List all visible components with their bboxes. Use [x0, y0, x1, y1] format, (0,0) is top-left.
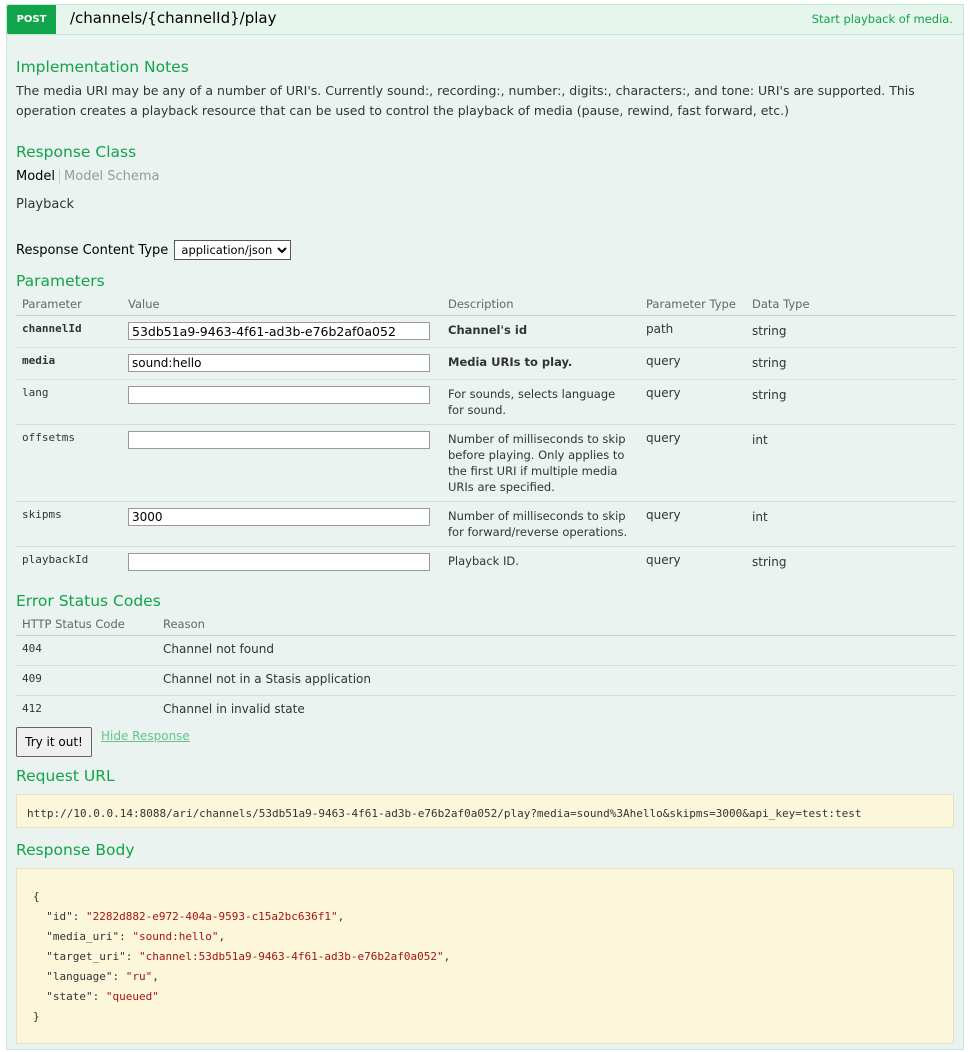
data-type: int — [746, 502, 956, 547]
json-key: "state" — [46, 990, 93, 1003]
status-code: 412 — [22, 702, 42, 715]
status-code: 409 — [16, 666, 157, 696]
json-separator: , — [218, 930, 226, 943]
param-row-media — [16, 348, 956, 380]
json-open-brace: { — [33, 890, 40, 903]
json-key: "language" — [46, 970, 113, 983]
json-value: "2282d882-e972-404a-9593-c15a2bc636f1" — [86, 910, 338, 923]
data-type: string — [752, 555, 787, 569]
column-header: HTTP Status Code — [16, 613, 157, 636]
data-type: string — [746, 380, 956, 425]
param-type: query — [640, 502, 746, 547]
parameters-heading: Parameters — [16, 272, 105, 290]
json-value: "sound:hello" — [132, 930, 219, 943]
param-description: Number of milliseconds to skip for forward/reverse operations. — [442, 502, 640, 547]
parameters-header-row — [16, 293, 956, 316]
implementation-notes-text: The media URI may be any of a number of URI's. Currently sound:, recording:, number:, digits:, characters:, and tone: URI's are supported. This operation creates a playback resource that can be used to control the playback of media (pause, rewind, fast forward, etc.) — [16, 83, 915, 118]
param-type: query — [640, 425, 746, 502]
json-value: "channel:53db51a9-9463-4f61-ad3b-e76b2af0a052" — [138, 950, 444, 963]
json-value: "ru" — [125, 970, 153, 983]
hide-response-link[interactable]: Hide Response — [101, 729, 190, 743]
parameters-table — [16, 293, 956, 581]
status-reason: Channel not in a Stasis application — [157, 666, 956, 696]
operation-summary[interactable]: Start playback of media. — [811, 12, 953, 26]
model-tabs — [16, 169, 159, 184]
column-header: Parameter Type — [640, 293, 746, 316]
model-name: Playback — [16, 197, 75, 212]
param-type: path — [640, 316, 746, 348]
error-codes-header-row — [16, 613, 956, 636]
param-name: playbackId — [22, 553, 89, 566]
json-key: "target_uri" — [46, 950, 126, 963]
column-header: Value — [122, 293, 442, 316]
skipms-input[interactable] — [128, 508, 430, 526]
lang-input[interactable] — [128, 386, 430, 404]
response-body-heading: Response Body — [16, 841, 135, 859]
param-description: Number of milliseconds to skip before playing. Only applies to the first URI if multiple media URIs are specified. — [442, 425, 640, 502]
endpoint-path[interactable]: /channels/{channelId}/play — [70, 9, 277, 27]
param-name: lang — [16, 380, 122, 425]
data-type: string — [746, 348, 956, 380]
param-type: query — [646, 553, 681, 567]
channelid-input[interactable] — [128, 322, 430, 340]
response-body-block: { "id": "2282d882-e972-404a-9593-c15a2bc636f1", "media_uri": "sound:hello", "target_uri": "channel:53db51a9-9463-4f61-ad3b-e76b2af0a052", "language": "ru", "state": "queued" } — [16, 868, 954, 1044]
offsetms-input[interactable] — [128, 431, 430, 449]
response-content-type — [16, 240, 291, 260]
data-type: string — [746, 316, 956, 348]
tab-model[interactable]: Model — [16, 169, 60, 184]
json-key: "id" — [46, 910, 73, 923]
error-row — [16, 696, 956, 726]
try-it-out-button[interactable]: Try it out! — [16, 727, 92, 757]
status-reason: Channel in invalid state — [163, 702, 305, 716]
operation-header[interactable] — [7, 5, 963, 35]
param-row-lang — [16, 380, 956, 425]
param-description: Media URIs to play. — [442, 348, 640, 380]
implementation-notes-heading: Implementation Notes — [16, 58, 189, 76]
param-name: skipms — [16, 502, 122, 547]
response-content-type-label: Response Content Type — [16, 243, 169, 258]
error-codes-table — [16, 613, 956, 725]
data-type: int — [746, 425, 956, 502]
column-header: Reason — [157, 613, 956, 636]
param-name: media — [16, 348, 122, 380]
param-row-skipms — [16, 502, 956, 547]
param-description: Playback ID. — [448, 554, 519, 568]
response-content-type-select[interactable] — [174, 240, 291, 260]
operation-panel — [6, 4, 964, 1050]
param-row-offsetms — [16, 425, 956, 502]
media-input[interactable] — [128, 354, 430, 372]
json-separator: , — [152, 970, 159, 983]
error-row — [16, 636, 956, 666]
http-method-badge[interactable]: POST — [7, 5, 56, 34]
json-close-brace: } — [33, 1010, 40, 1023]
param-row-channelid — [16, 316, 956, 348]
status-reason: Channel not found — [157, 636, 956, 666]
json-separator: , — [443, 950, 451, 963]
param-type: query — [640, 380, 746, 425]
param-name: offsetms — [16, 425, 122, 502]
response-class-heading: Response Class — [16, 143, 137, 161]
param-description: Channel's id — [442, 316, 640, 348]
error-status-codes-heading: Error Status Codes — [16, 592, 161, 610]
param-type: query — [640, 348, 746, 380]
column-header: Description — [442, 293, 640, 316]
param-description: For sounds, selects language for sound. — [442, 380, 640, 425]
error-row — [16, 666, 956, 696]
json-value: "queued" — [105, 990, 159, 1003]
playbackid-input[interactable] — [128, 553, 430, 571]
status-code: 404 — [16, 636, 157, 666]
column-header: Parameter — [16, 293, 122, 316]
param-row-playbackid — [16, 547, 956, 581]
json-key: "media_uri" — [46, 930, 120, 943]
param-name: channelId — [16, 316, 122, 348]
json-separator: , — [337, 910, 345, 923]
column-header: Data Type — [746, 293, 956, 316]
request-url-heading: Request URL — [16, 767, 115, 785]
request-url-block: http://10.0.0.14:8088/ari/channels/53db51a9-9463-4f61-ad3b-e76b2af0a052/play?media=sound%3Ahello&skipms=3000&api_key=test:test — [16, 794, 954, 828]
tab-model-schema[interactable]: Model Schema — [64, 169, 160, 184]
